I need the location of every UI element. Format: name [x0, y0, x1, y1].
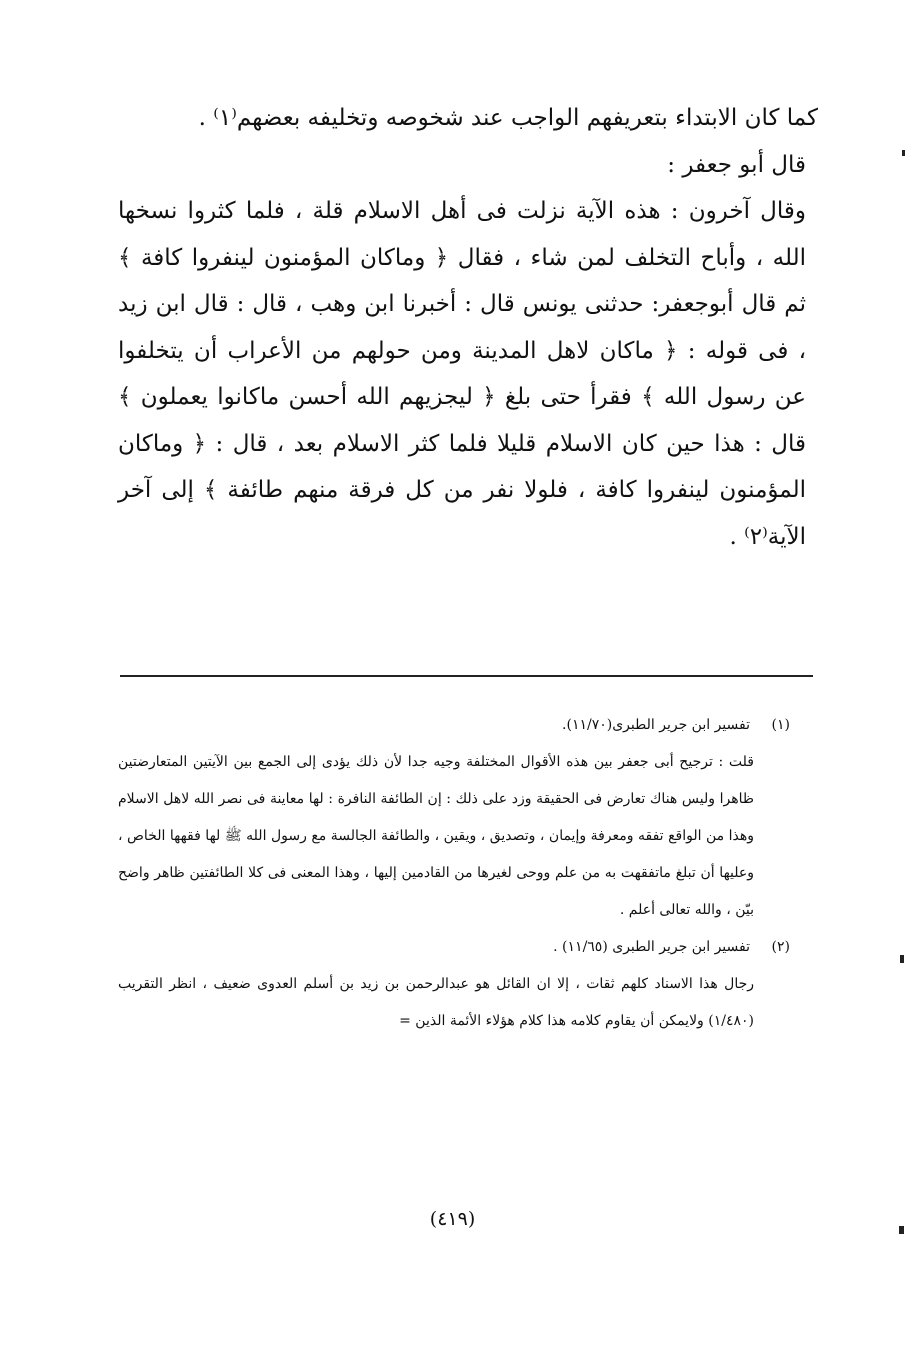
- paragraph-1: كما كان الابتداء بتعريفهم الواجب عند شخوصه وتخليفه بعضهم⁽١⁾ .: [198, 105, 818, 131]
- footnote-2-source-text: تفسير ابن جرير الطبرى (١١/٦٥) .: [553, 939, 750, 955]
- footnote-2-source: [118, 929, 790, 966]
- page-number: (٤١٩): [429, 1208, 476, 1230]
- scan-mark: [899, 1226, 904, 1234]
- footnote-1-source-text: تفسير ابن جرير الطبرى(١١/٧٠).: [562, 717, 750, 733]
- footnote-1-comment: قلت : ترجيح أبى جعفر بين هذه الأقوال المختلفة وجيه جدا لأن ذلك يؤدى إلى الجمع بين الآيتين المتعارضتين ظاهرا وليس هناك تعارض فى الحقيقة وزد على ذلك : إن الطائفة النافرة : لها معاينة فى نصر الله لاهل الاسلام وهذا من الواقع تفقه ومعرفة وإيمان ، وتصديق ، ويقين ، والطائفة الجالسة مع رسول الله ﷺ لها فقهها الخاص ، وعليها أن تبلغ ماتفقهت به من علم ووحى لغيرها من القادمين إليها ، وهذا المعنى فى كلا الطائفتين ظاهر واضح بيّن ، والله تعالى أعلم .: [118, 754, 754, 918]
- paragraph-2: قال أبو جعفر :: [667, 151, 806, 178]
- paragraph-3: وقال آخرون : هذه الآية نزلت فى أهل الاسلام قلة ، فلما كثروا نسخها الله ، وأباح التخلف لمن شاء ، فقال ﴿ وماكان المؤمنون لينفروا كافة ﴾ ثم قال أبوجعفر: حدثنى يونس قال : أخبرنا ابن وهب ، قال : قال ابن زيد ، فى قوله : ﴿ ماكان لاهل المدينة ومن حولهم من الأعراب أن يتخلفوا عن رسول الله ﴾ فقرأ حتى بلغ ﴿ ليجزيهم الله أحسن ماكانوا يعملون ﴾ قال : هذا حين كان الاسلام قليلا فلما كثر الاسلام بعد ، قال : ﴿ وماكان المؤمنون لينفروا كافة ، فلولا نفر من كل فرقة منهم طائفة ﴾ إلى آخر الآية⁽٢⁾ .: [118, 198, 806, 550]
- footnote-2-number: (٢): [771, 939, 790, 955]
- footnotes: [118, 707, 790, 1040]
- footnote-2-comment: رجال هذا الاسناد كلهم ثقات ، إلا ان القائل هو عبدالرحمن بن زيد بن أسلم العدوى ضعيف ، انظر التقريب (١/٤٨٠) ولايمكن أن يقاوم كلامه هذا كلام هؤلاء الأئمة الذين =: [118, 976, 754, 1029]
- footnote-divider: [120, 675, 813, 677]
- footnote-1-number: (١): [771, 717, 790, 733]
- main-text: [118, 95, 818, 560]
- footnote-1-source: [118, 707, 790, 744]
- scan-mark: [900, 955, 904, 963]
